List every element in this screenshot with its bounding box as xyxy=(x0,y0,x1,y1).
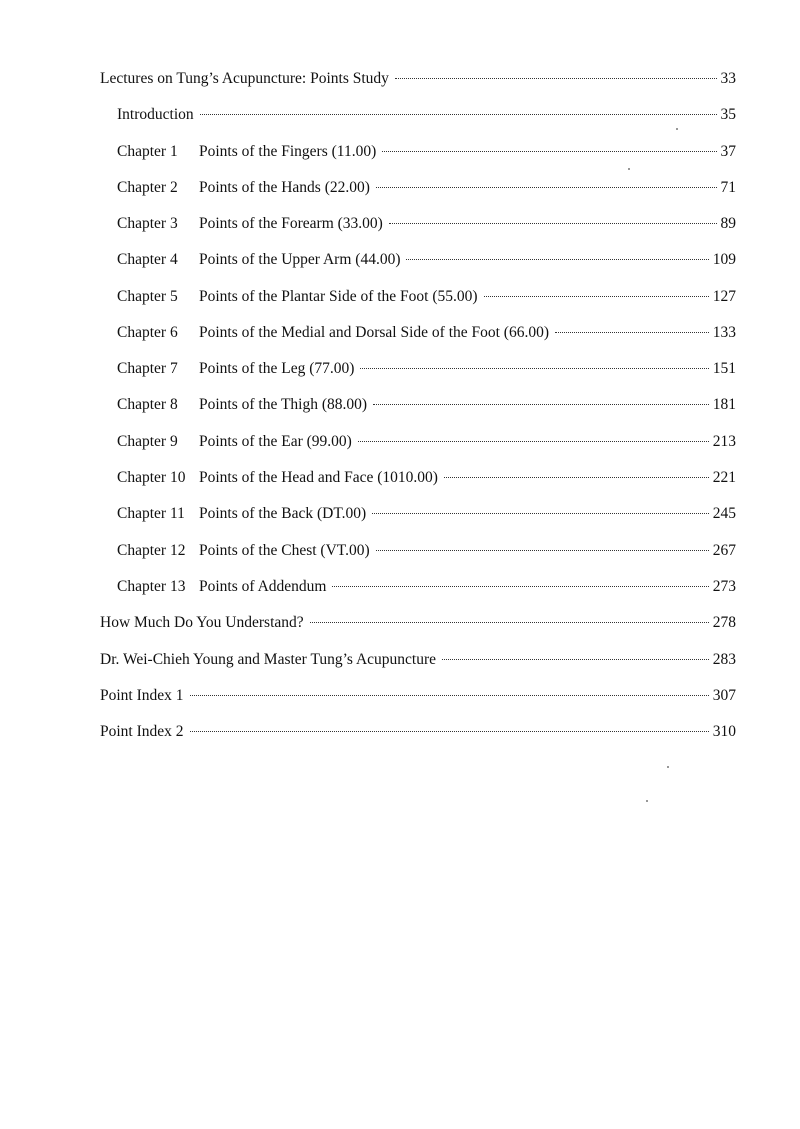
toc-entry-chapter-4[interactable] xyxy=(117,248,736,272)
toc-page-number: 245 xyxy=(712,505,736,522)
toc-entry-title: Points of the Chest (VT.00) xyxy=(199,542,370,559)
toc-entry-title: Points of the Back (DT.00) xyxy=(199,505,367,522)
toc-chapter-number: Chapter 2 xyxy=(117,179,178,196)
toc-page-number: 109 xyxy=(712,251,736,268)
toc-entry-title: Points of the Fingers (11.00) xyxy=(199,143,377,160)
toc-entry-dr-young[interactable] xyxy=(100,648,736,672)
toc-entry-chapter-9[interactable] xyxy=(117,430,736,454)
toc-entry-introduction[interactable] xyxy=(117,103,736,127)
toc-entry-chapter-5[interactable] xyxy=(117,285,736,309)
toc-entry-title: Introduction xyxy=(117,106,194,123)
toc-chapter-number: Chapter 3 xyxy=(117,215,178,232)
toc-page-number: 307 xyxy=(712,687,736,704)
toc-page-number: 283 xyxy=(712,651,736,668)
toc-chapter-number: Chapter 12 xyxy=(117,542,186,559)
toc-entry-chapter-12[interactable] xyxy=(117,539,736,563)
toc-entry-title: Points of Addendum xyxy=(199,578,327,595)
toc-chapter-number: Chapter 7 xyxy=(117,360,178,377)
toc-entry-chapter-3[interactable] xyxy=(117,212,736,236)
toc-entry-lectures[interactable] xyxy=(100,67,736,91)
toc-entry-title: Lectures on Tung’s Acupuncture: Points Study xyxy=(100,70,389,87)
toc-entry-point-index-1[interactable] xyxy=(100,684,736,708)
toc-page-number: 127 xyxy=(712,288,736,305)
dot-leader xyxy=(555,332,709,333)
toc-entry-title: Points of the Head and Face (1010.00) xyxy=(199,469,438,486)
dot-leader xyxy=(442,659,709,660)
toc-entry-title: Points of the Leg (77.00) xyxy=(199,360,355,377)
toc-entry-title: Points of the Hands (22.00) xyxy=(199,179,370,196)
dot-leader xyxy=(382,151,716,152)
toc-entry-title: Points of the Upper Arm (44.00) xyxy=(199,251,401,268)
toc-entry-title: Point Index 1 xyxy=(100,687,184,704)
toc-page-number: 267 xyxy=(712,542,736,559)
toc-entry-title: Points of the Thigh (88.00) xyxy=(199,396,368,413)
toc-chapter-number: Chapter 11 xyxy=(117,505,185,522)
toc-chapter-number: Chapter 6 xyxy=(117,324,178,341)
toc-entry-point-index-2[interactable] xyxy=(100,720,736,744)
toc-chapter-number: Chapter 10 xyxy=(117,469,186,486)
toc-page-number: 71 xyxy=(720,179,736,196)
toc-entry-title: Points of the Ear (99.00) xyxy=(199,433,352,450)
toc-entry-title: Points of the Forearm (33.00) xyxy=(199,215,383,232)
dot-leader xyxy=(332,586,708,587)
scan-speck xyxy=(667,766,669,768)
toc-entry-chapter-10[interactable] xyxy=(117,466,736,490)
toc-entry-how-much[interactable] xyxy=(100,611,736,635)
toc-entry-chapter-1[interactable] xyxy=(117,140,736,164)
dot-leader xyxy=(372,513,709,514)
toc-entry-title: Points of the Plantar Side of the Foot (55.00) xyxy=(199,288,478,305)
dot-leader xyxy=(376,187,717,188)
toc-entry-chapter-11[interactable] xyxy=(117,502,736,526)
dot-leader xyxy=(376,550,709,551)
toc-entry-chapter-6[interactable] xyxy=(117,321,736,345)
toc-page-number: 35 xyxy=(720,106,736,123)
toc-chapter-number: Chapter 13 xyxy=(117,578,186,595)
dot-leader xyxy=(190,695,709,696)
toc-page-number: 37 xyxy=(720,143,736,160)
dot-leader xyxy=(444,477,709,478)
toc-entry-chapter-7[interactable] xyxy=(117,357,736,381)
toc-entry-title: Point Index 2 xyxy=(100,723,184,740)
dot-leader xyxy=(395,78,717,79)
toc-chapter-number: Chapter 1 xyxy=(117,143,178,160)
toc-entry-title: How Much Do You Understand? xyxy=(100,614,304,631)
scan-speck xyxy=(646,800,648,802)
toc-page-number: 33 xyxy=(720,70,736,87)
dot-leader xyxy=(310,622,709,623)
toc-page-number: 89 xyxy=(720,215,736,232)
toc-page-number: 151 xyxy=(712,360,736,377)
dot-leader xyxy=(360,368,708,369)
dot-leader xyxy=(358,441,709,442)
dot-leader xyxy=(200,114,717,115)
dot-leader xyxy=(406,259,708,260)
toc-entry-title: Points of the Medial and Dorsal Side of the Foot (66.00) xyxy=(199,324,549,341)
toc-page-number: 133 xyxy=(712,324,736,341)
toc-page-number: 278 xyxy=(712,614,736,631)
toc-chapter-number: Chapter 8 xyxy=(117,396,178,413)
toc-page-number: 221 xyxy=(712,469,736,486)
dot-leader xyxy=(190,731,709,732)
toc-chapter-number: Chapter 4 xyxy=(117,251,178,268)
toc-entry-title: Dr. Wei-Chieh Young and Master Tung’s Acupuncture xyxy=(100,651,437,668)
toc-entry-chapter-13[interactable] xyxy=(117,575,736,599)
dot-leader xyxy=(389,223,717,224)
dot-leader xyxy=(484,296,709,297)
scan-speck xyxy=(628,168,630,170)
toc-entry-chapter-2[interactable] xyxy=(117,176,736,200)
dot-leader xyxy=(373,404,709,405)
toc-chapter-number: Chapter 9 xyxy=(117,433,178,450)
toc-page-number: 273 xyxy=(712,578,736,595)
toc-page-number: 213 xyxy=(712,433,736,450)
toc-page-number: 310 xyxy=(712,723,736,740)
scan-speck xyxy=(676,128,678,130)
toc-chapter-number: Chapter 5 xyxy=(117,288,178,305)
toc-entry-chapter-8[interactable] xyxy=(117,393,736,417)
toc-page-number: 181 xyxy=(712,396,736,413)
